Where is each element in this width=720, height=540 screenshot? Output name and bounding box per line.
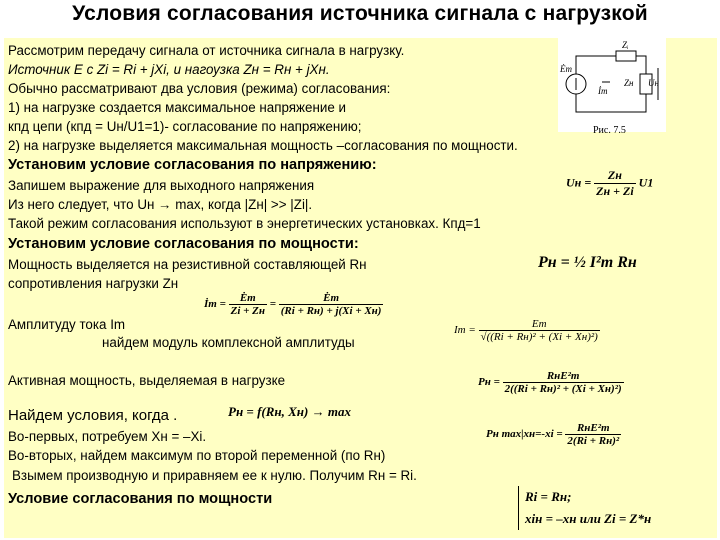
circuit-label-un: U̇н xyxy=(648,78,659,88)
text-line: Рассмотрим передачу сигнала от источника сигнала в нагрузку. xyxy=(8,43,405,58)
section-heading: Условие согласования по мощности xyxy=(8,491,273,507)
formula-current-modulus: Im = $\frac{Em}{\text{√((Ri + Rн)² + (Xi + Xн)²)}}$ xyxy=(454,318,598,343)
text-line: Взымем производную и приравняем ее к нулю. Получим Rн = Ri. xyxy=(12,468,417,483)
figure-caption: Рис. 7.5 xyxy=(593,125,626,136)
formula-condition: Pн = f(Rн, Xн) → max xyxy=(228,404,351,419)
circuit-label-em: Ėm xyxy=(560,64,572,74)
text-line: Из него следует, что Uн → max, когда |Zн| >> |Zi|. xyxy=(8,197,313,212)
section-heading: Установим условие согласования по напряжению: xyxy=(8,157,377,173)
formula-current: İm = $\frac{Ėm}{Zi + Zн}$ = $\frac{Ėm}{(Ri + Rн) + j(Xi + Xн)}$ xyxy=(204,292,382,317)
text-line: Во-вторых, найдем максимум по второй переменной (по Rн) xyxy=(8,448,386,463)
formula-active-power: Pн = $\frac{\text{RнE²m}}{\text{2((Ri + Rн)² + (Xi + Xн)²)}}$ xyxy=(478,370,622,395)
formula-voltage: Uн = $\frac{Zн}{Zн + Zi}$ U1 xyxy=(566,168,654,198)
formula-matching-condition: Ri = Rн; xiн = –xн или Zi = Z*н xyxy=(518,486,651,530)
text-line: сопротивления нагрузки Zн xyxy=(8,276,179,291)
text-line: найдем модуль комплексной амплитуды xyxy=(102,335,355,350)
text-line: Активная мощность, выделяемая в нагрузке xyxy=(8,373,286,388)
circuit-diagram xyxy=(558,38,666,132)
text-line: 1) на нагрузке создается максимальное напряжение и xyxy=(8,100,346,115)
formula-max-power: Pн max|xн=-xi = $\frac{\text{RнE²m}}{\text{2(Ri + Rн)²}}$ xyxy=(486,422,620,447)
section-heading: Установим условие согласования по мощности: xyxy=(8,236,359,252)
circuit-label-zn: Zн xyxy=(624,78,634,88)
text-line: Мощность выделяется на резистивной составляющей Rн xyxy=(8,257,367,272)
formula-power: Pн = ½ I²m Rн xyxy=(538,254,637,271)
circuit-label-im: İm xyxy=(598,86,608,96)
text-line: Обычно рассматривают два условия (режима) согласования: xyxy=(8,81,391,96)
circuit-label-zi: Zᵢ xyxy=(622,40,629,50)
text-line: Найдем условия, когда . xyxy=(8,407,178,424)
text-line: 2) на нагрузке выделяется максимальная мощность –согласования по мощности. xyxy=(8,138,518,153)
text-line: Амплитуду тока Im xyxy=(8,317,126,332)
text-line: Источник E с Zi = Ri + jXi, и нагоузка Zн = Rн + jXн. xyxy=(8,62,330,77)
text-line: Запишем выражение для выходного напряжения xyxy=(8,178,315,193)
text-line: кпд цепи (кпд = Uн/U1=1)- согласование по напряжению; xyxy=(8,119,362,134)
text-line: Во-первых, потребуем Xн = –Xi. xyxy=(8,429,207,444)
page-title: Условия согласования источника сигнала с нагрузкой xyxy=(72,2,648,25)
text-line: Такой режим согласования используют в энергетических установках. Кпд=1 xyxy=(8,216,481,231)
